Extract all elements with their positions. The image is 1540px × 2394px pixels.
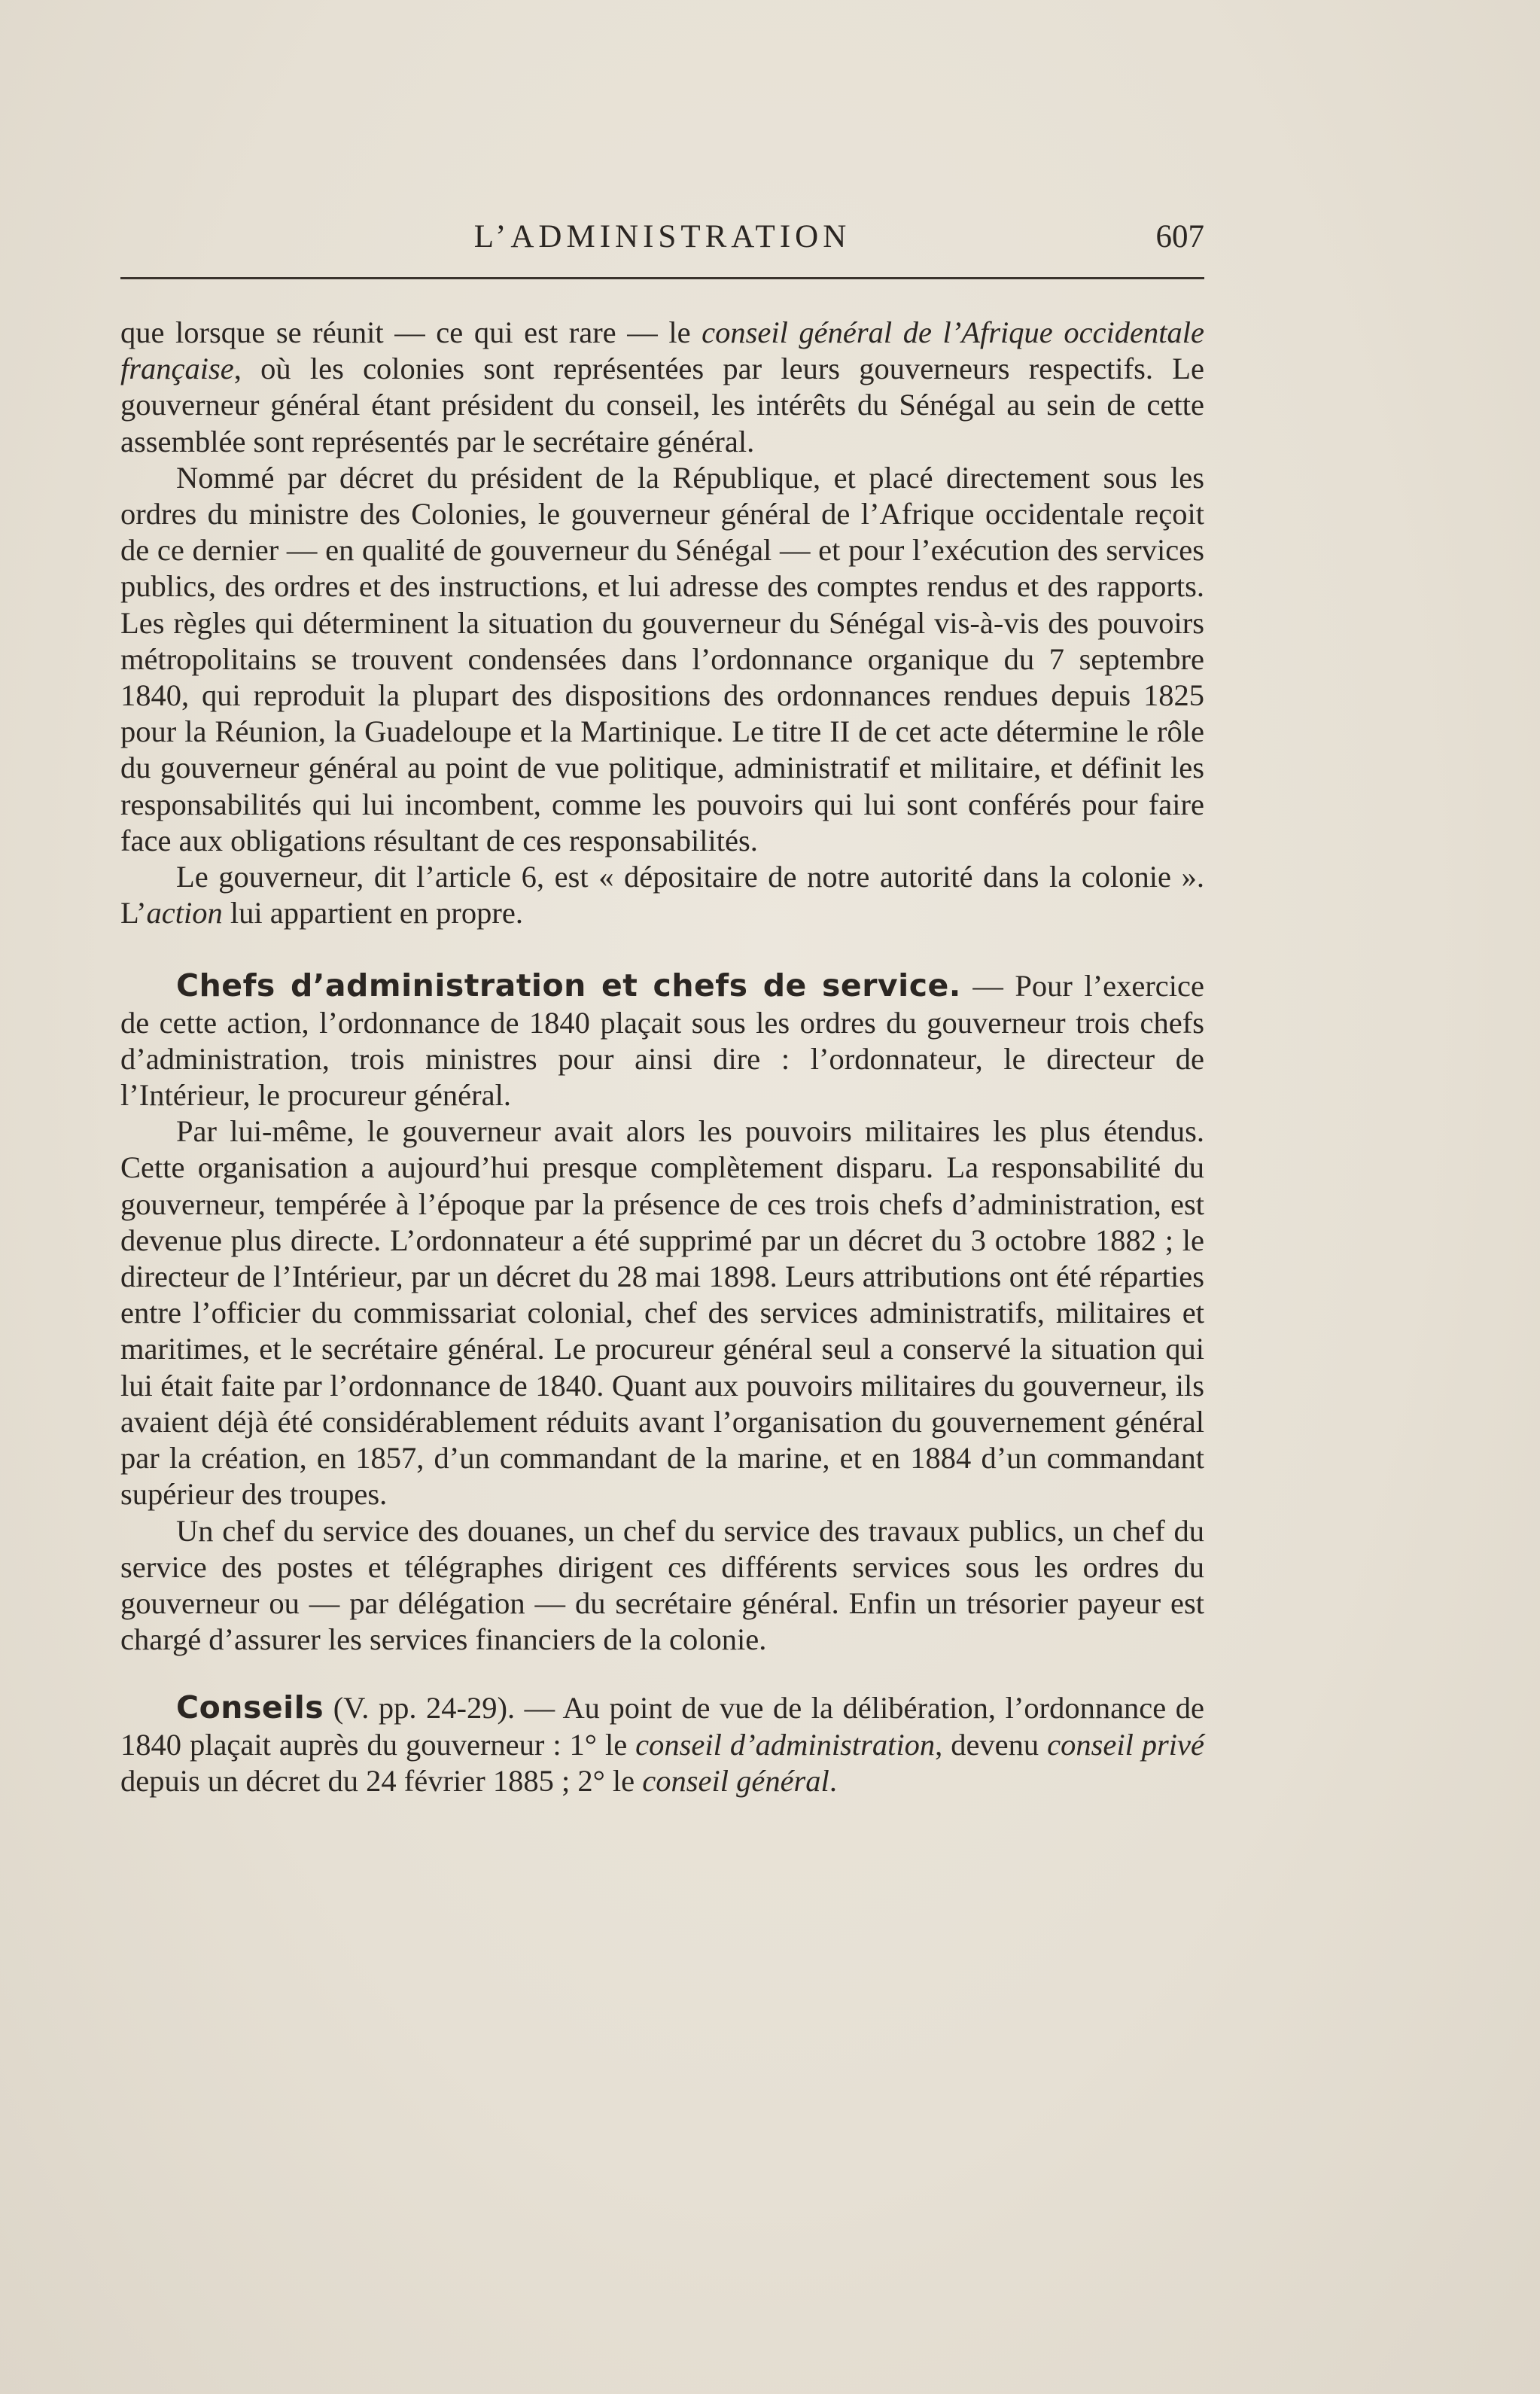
- paragraph-1-text-a: que lorsque se réunit — ce qui est rare — le: [120, 315, 702, 349]
- paragraph-3-text-a: Le gouverneur, dit l’article 6, est « dépositaire de notre autorité dans la colonie ». L’: [120, 860, 1204, 930]
- section-conseils-text-a: (V. pp. 24-29). — Au point de vue de la délibération, l’ordonnance de 1840 plaçait auprès du gouverneur : 1° le: [120, 1691, 1204, 1762]
- paragraph-3: [120, 859, 1204, 931]
- paragraph-5: Par lui-même, le gouverneur avait alors les pouvoirs militaires les plus étendus. Cette organisation a aujourd’hui presque complètement disparu. La responsabilité du gouverneur, tempérée à l’époque par la présence de ces trois chefs d’administration, est devenue plus directe. L’ordonnateur a été supprimé par un décret du 3 octobre 1882 ; le directeur de l’Intérieur, par un décret du 28 mai 1898. Leurs attributions ont été réparties entre l’officier du commissariat colonial, chef des services administratifs, militaires et maritimes, et le secrétaire général. Le procureur général seul a conservé la situation qui lui était faite par l’ordonnance de 1840. Quant aux pouvoirs militaires du gouverneur, ils avaient déjà été considérablement réduits avant l’organisation du gouvernement général par la création, en 1857, d’un commandant de la marine, et en 1884 d’un commandant supérieur des troupes.: [120, 1114, 1204, 1512]
- page-header: [120, 215, 1204, 260]
- section-chefs: [120, 967, 1204, 1113]
- section-conseils-italic-b: conseil privé: [1047, 1727, 1204, 1762]
- section-conseils-text-c: depuis un décret du 24 février 1885 ; 2° le: [120, 1763, 643, 1798]
- paragraph-3-italic: action: [146, 896, 223, 930]
- section-conseils-italic-a: conseil d’administration: [635, 1727, 936, 1762]
- paragraph-6: Un chef du service des douanes, un chef du service des travaux publics, un chef du service des postes et télégraphes dirigent ces différents services sous les ordres du gouverneur ou — par délégation — du secrétaire général. Enfin un trésorier payeur est chargé d’assurer les services financiers de la colonie.: [120, 1513, 1204, 1657]
- section-conseils: [120, 1689, 1204, 1799]
- paragraph-1-text-b: , où les colonies sont représentées par leurs gouverneurs respectifs. Le gouverneur général étant président du conseil, les intérêts du Sénégal au sein de cette assemblée sont représentés par le secrétaire général.: [120, 352, 1204, 458]
- section-conseils-text-d: .: [829, 1763, 837, 1798]
- section-conseils-text-b: , devenu: [935, 1727, 1048, 1762]
- page-number: 607: [1155, 219, 1204, 254]
- paragraph-1-italic: conseil général de l’Afrique occidentale française: [120, 315, 1204, 386]
- section-conseils-italic-c: conseil général: [642, 1763, 829, 1798]
- section-heading-chefs: Chefs d’administration et chefs de service.: [176, 967, 961, 1004]
- body-text: [120, 315, 1204, 1799]
- paragraph-3-text-b: lui appartient en propre.: [222, 896, 523, 930]
- paragraph-2: Nommé par décret du président de la République, et placé directement sous les ordres du ministre des Colonies, le gouverneur général de l’Afrique occidentale reçoit de ce dernier — en qualité de gouverneur du Sénégal — et pour l’exécution des services publics, des ordres et des instructions, et lui adresse des comptes rendus et des rapports. Les règles qui déterminent la situation du gouverneur du Sénégal vis-à-vis des pouvoirs métropolitains se trouvent condensées dans l’ordonnance organique du 7 septembre 1840, qui reproduit la plupart des dispositions des ordonnances rendues depuis 1825 pour la Réunion, la Guadeloupe et la Martinique. Le titre II de cet acte détermine le rôle du gouverneur général au point de vue politique, administratif et militaire, et définit les responsabilités qui lui incombent, comme les pouvoirs qui lui sont conférés pour faire face aux obligations résultant de ces responsabilités.: [120, 460, 1204, 857]
- paragraph-1: [120, 315, 1204, 460]
- header-rule: [120, 277, 1204, 279]
- running-title: L’ADMINISTRATION: [473, 219, 851, 254]
- section-chefs-text: — Pour l’exercice de cette action, l’ordonnance de 1840 plaçait sous les ordres du gouverneur trois chefs d’administration, trois ministres pour ainsi dire : l’ordonnateur, le directeur de l’Intérieur, le procureur général.: [120, 969, 1204, 1113]
- section-heading-conseils: Conseils: [176, 1689, 324, 1726]
